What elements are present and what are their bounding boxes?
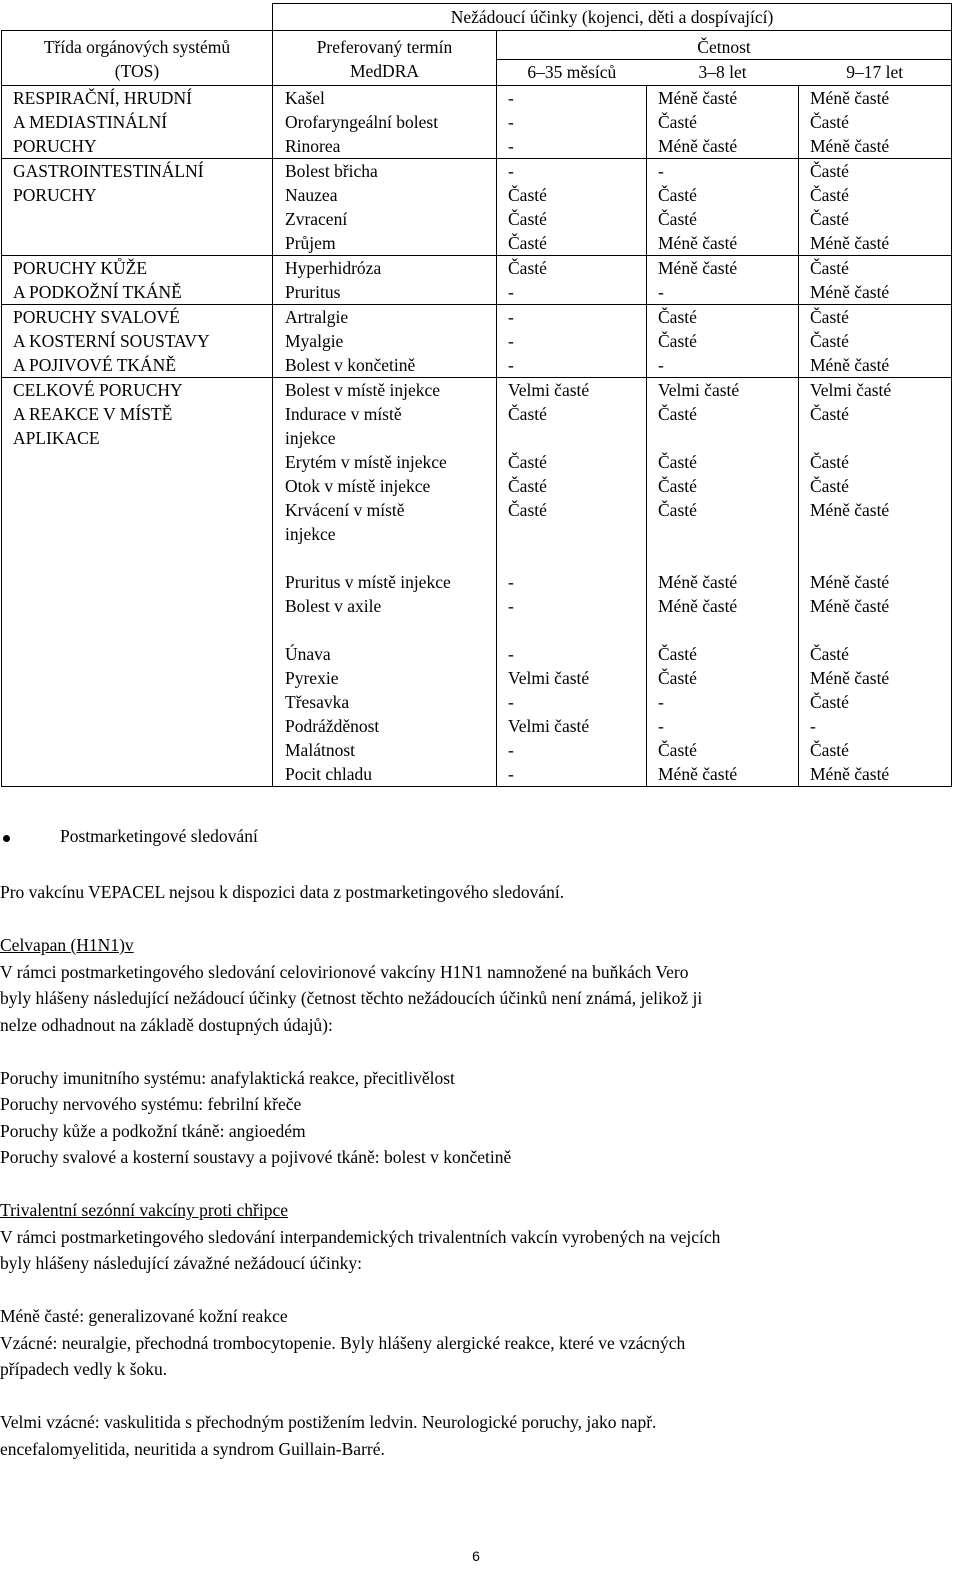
freq-3-8y-cell-line: Časté [658, 209, 697, 229]
trivalent-very-rare-line: encefalomyelitida, neuritida a syndrom Guillain-Barré. [0, 1438, 385, 1459]
freq-3-8y-cell-line: Méně časté [658, 596, 738, 616]
celvapan-list-item: Poruchy svalové a kosterní soustavy a pojivové tkáně: bolest v končetině [0, 1147, 512, 1167]
term-cell-line: Nauzea [285, 185, 338, 205]
celvapan-text-line: V rámci postmarketingového sledování celovirionové vakcíny H1N1 namnožené na buňkách Vero [0, 961, 689, 982]
table-row [2, 256, 952, 305]
term-cell [273, 256, 497, 305]
freq-9-17y-cell [799, 86, 952, 159]
term-cell-line: Artralgie [285, 307, 349, 327]
freq-6-35m-cell-line: Velmi časté [508, 668, 590, 688]
freq-6-35m-cell-line: - [508, 112, 514, 132]
freq-6-35m-cell [497, 86, 647, 159]
trivalent-rare-line: případech vedly k šoku. [0, 1359, 168, 1379]
freq-6-35m-cell-line: - [508, 282, 514, 302]
soc-cell-line: GASTROINTESTINÁLNÍ [13, 161, 204, 181]
term-cell-line [285, 546, 496, 570]
term-cell-line: Pyrexie [285, 668, 339, 688]
freq-9-17y-cell-line [810, 618, 951, 642]
term-cell-line: Pruritus [285, 282, 341, 302]
freq-6-35m-cell-line: - [508, 307, 514, 327]
soc-cell-line: PORUCHY KŮŽE [13, 258, 148, 278]
soc-cell-line: APLIKACE [13, 428, 100, 448]
freq-3-8y-cell-line: Časté [658, 404, 697, 424]
soc-cell-line: PORUCHY [13, 136, 97, 156]
freq-3-8y-cell [647, 256, 799, 305]
term-cell [273, 86, 497, 159]
freq-9-17y-cell-line: Méně časté [810, 136, 890, 156]
term-header [273, 31, 497, 86]
term-cell-line: injekce [285, 524, 336, 544]
age-group-3-8y: 3–8 let [698, 62, 747, 82]
postmarketing-heading: Postmarketingové sledování [60, 826, 258, 846]
freq-3-8y-cell-line: Časté [658, 476, 697, 496]
freq-9-17y-cell-line: Časté [810, 644, 849, 664]
term-cell [273, 305, 497, 378]
freq-9-17y-cell-line: Méně časté [810, 596, 890, 616]
freq-9-17y-cell-line: Časté [810, 209, 849, 229]
term-cell-line: Pruritus v místě injekce [285, 572, 451, 592]
age-group-9-17y: 9–17 let [846, 62, 904, 82]
freq-6-35m-cell-line: - [508, 136, 514, 156]
freq-3-8y-cell-line [658, 426, 798, 450]
freq-9-17y-cell-line: Méně časté [810, 88, 890, 108]
term-cell-line: Bolest břicha [285, 161, 378, 181]
freq-6-35m-cell-line: Velmi časté [508, 380, 590, 400]
freq-9-17y-cell [799, 256, 952, 305]
celvapan-text-line: byly hlášeny následující nežádoucí účinky (četnost těchto nežádoucích účinků není známá, jelikož ji [0, 988, 703, 1008]
term-cell-line: Otok v místě injekce [285, 476, 431, 496]
table-title: Nežádoucí účinky (kojenci, děti a dospívající) [273, 4, 952, 31]
freq-9-17y-cell-line: Časté [810, 161, 849, 181]
freq-3-8y-cell [647, 305, 799, 378]
freq-3-8y-cell-line: Časté [658, 668, 697, 688]
freq-6-35m-cell-line: - [508, 572, 514, 592]
freq-3-8y-cell-line: Časté [658, 644, 697, 664]
freq-9-17y-cell-line: - [810, 716, 816, 736]
celvapan-list-item: Poruchy nervového systému: febrilní křeče [0, 1094, 302, 1114]
freq-6-35m-cell [497, 256, 647, 305]
freq-3-8y-cell-line: Časté [658, 112, 697, 132]
freq-3-8y-cell [647, 86, 799, 159]
freq-3-8y-cell-line: Časté [658, 185, 697, 205]
term-cell-line: Indurace v místě [285, 404, 402, 424]
soc-cell-line: PORUCHY SVALOVÉ [13, 307, 180, 327]
table-row [2, 86, 952, 159]
freq-3-8y-cell-line [658, 522, 798, 546]
freq-3-8y-cell-line [658, 546, 798, 570]
term-cell-line: Pocit chladu [285, 764, 372, 784]
soc-header-line: (TOS) [114, 61, 160, 81]
trivalent-rare-line: Vzácné: neuralgie, přechodná trombocytopenie. Byly hlášeny alergické reakce, které ve vzácných [0, 1332, 686, 1353]
freq-3-8y-cell-line: Méně časté [658, 764, 738, 784]
table-body [2, 86, 952, 787]
freq-3-8y-cell-line: Méně časté [658, 258, 738, 278]
bullet-dot-icon [3, 835, 10, 842]
table-corner [2, 4, 273, 31]
freq-3-8y-cell-line: Časté [658, 307, 697, 327]
freq-6-35m-cell-line: Časté [508, 209, 547, 229]
freq-3-8y-cell [647, 378, 799, 787]
freq-9-17y-cell-line: Méně časté [810, 668, 890, 688]
freq-9-17y-cell-line: Časté [810, 452, 849, 472]
freq-6-35m-cell-line: Časté [508, 233, 547, 253]
freq-3-8y-cell-line: Časté [658, 740, 697, 760]
trivalent-text-line: byly hlášeny následující závažné nežádoucí účinky: [0, 1253, 363, 1273]
freq-3-8y-cell-line: - [658, 282, 664, 302]
freq-6-35m-cell-line: - [508, 355, 514, 375]
term-header-line: MedDRA [349, 61, 420, 81]
soc-cell-line: A MEDIASTINÁLNÍ [13, 112, 168, 132]
freq-6-35m-cell-line: Časté [508, 500, 547, 520]
term-cell [273, 378, 497, 787]
freq-9-17y-cell-line: Méně časté [810, 355, 890, 375]
celvapan-section [0, 932, 958, 1462]
freq-9-17y-cell-line: Méně časté [810, 500, 890, 520]
term-cell-line: Bolest v místě injekce [285, 380, 441, 400]
age-groups [497, 60, 951, 84]
freq-6-35m-cell-line: Velmi časté [508, 716, 590, 736]
trivalent-heading: Trivalentní sezónní vakcíny proti chřipce [0, 1200, 289, 1220]
soc-cell-line: A KOSTERNÍ SOUSTAVY [13, 331, 210, 351]
trivalent-text-line: V rámci postmarketingového sledování interpandemických trivalentních vakcín vyrobených na vejcích [0, 1226, 721, 1247]
freq-3-8y-cell-line: Velmi časté [658, 380, 740, 400]
soc-cell-line: A PODKOŽNÍ TKÁNĚ [13, 282, 182, 302]
freq-9-17y-cell-line: Velmi časté [810, 380, 892, 400]
page-number: 6 [472, 1548, 480, 1564]
term-cell-line [285, 618, 496, 642]
adverse-effects-table [1, 3, 952, 787]
term-cell-line: Bolest v axile [285, 596, 382, 616]
freq-9-17y-cell-line: Časté [810, 258, 849, 278]
frequency-header [497, 31, 952, 86]
freq-6-35m-cell [497, 378, 647, 787]
term-cell-line: Krvácení v místě [285, 500, 405, 520]
term-cell-line: Třesavka [285, 692, 350, 712]
term-cell-line: Malátnost [285, 740, 355, 760]
term-cell [273, 159, 497, 256]
soc-cell-line: CELKOVÉ PORUCHY [13, 380, 183, 400]
freq-3-8y-cell-line: Méně časté [658, 88, 738, 108]
soc-cell [2, 256, 273, 305]
soc-cell-line: RESPIRAČNÍ, HRUDNÍ [13, 88, 192, 108]
freq-6-35m-cell-line: - [508, 88, 514, 108]
freq-3-8y-cell-line: - [658, 692, 664, 712]
freq-9-17y-cell-line [810, 546, 951, 570]
celvapan-list-item: Poruchy imunitního systému: anafylaktická reakce, přecitlivělost [0, 1067, 455, 1088]
soc-header-line: Třída orgánových systémů [43, 37, 231, 57]
soc-cell-line: A POJIVOVÉ TKÁNĚ [13, 355, 177, 375]
soc-cell [2, 159, 273, 256]
term-cell-line: Orofaryngeální bolest [285, 112, 439, 132]
freq-3-8y-cell-line: Časté [658, 452, 697, 472]
freq-9-17y-cell-line: Méně časté [810, 764, 890, 784]
freq-6-35m-cell-line: - [508, 764, 514, 784]
freq-6-35m-cell-line [508, 546, 646, 570]
soc-cell [2, 86, 273, 159]
freq-6-35m-cell [497, 159, 647, 256]
freq-9-17y-cell-line: Časté [810, 185, 849, 205]
celvapan-list-item: Poruchy kůže a podkožní tkáně: angioedém [0, 1120, 306, 1141]
freq-6-35m-cell-line: Časté [508, 452, 547, 472]
soc-cell [2, 305, 273, 378]
frequency-label: Četnost [497, 31, 951, 60]
freq-9-17y-cell-line: Časté [810, 740, 849, 760]
freq-3-8y-cell-line [658, 618, 798, 642]
trivalent-very-rare-line: Velmi vzácné: vaskulitida s přechodným postižením ledvin. Neurologické poruchy, jako např. [0, 1412, 657, 1432]
freq-9-17y-cell-line: Časté [810, 404, 849, 424]
freq-6-35m-cell-line: - [508, 161, 514, 181]
table-row [2, 159, 952, 256]
freq-6-35m-cell [497, 305, 647, 378]
freq-3-8y-cell-line: Méně časté [658, 233, 738, 253]
freq-9-17y-cell-line: Časté [810, 476, 849, 496]
term-cell-line: Rinorea [285, 136, 341, 156]
freq-3-8y-cell-line: Časté [658, 500, 697, 520]
freq-6-35m-cell-line: - [508, 740, 514, 760]
vepacel-paragraph: Pro vakcínu VEPACEL nejsou k dispozici data z postmarketingového sledování. [0, 882, 565, 902]
term-cell-line: Kašel [285, 88, 325, 108]
freq-3-8y-cell [647, 159, 799, 256]
celvapan-heading: Celvapan (H1N1)v [0, 935, 134, 955]
freq-6-35m-cell-line [508, 522, 646, 546]
table-row [2, 378, 952, 787]
freq-6-35m-cell-line: Časté [508, 185, 547, 205]
freq-3-8y-cell-line: - [658, 716, 664, 736]
freq-9-17y-cell-line: Méně časté [810, 282, 890, 302]
freq-9-17y-cell [799, 159, 952, 256]
freq-6-35m-cell-line: Časté [508, 476, 547, 496]
freq-9-17y-cell-line: Méně časté [810, 233, 890, 253]
term-header-line: Preferovaný termín [316, 37, 453, 57]
freq-3-8y-cell-line: - [658, 355, 664, 375]
freq-3-8y-cell-line: - [658, 161, 664, 181]
freq-6-35m-cell-line: - [508, 331, 514, 351]
term-cell-line: Myalgie [285, 331, 344, 351]
freq-6-35m-cell-line: - [508, 644, 514, 664]
freq-9-17y-cell-line: Časté [810, 331, 849, 351]
freq-9-17y-cell-line: Časté [810, 692, 849, 712]
term-cell-line: Zvracení [285, 209, 348, 229]
soc-cell-line: PORUCHY [13, 185, 97, 205]
soc-cell-line: A REAKCE V MÍSTĚ [13, 404, 173, 424]
term-cell-line: Hyperhidróza [285, 258, 382, 278]
freq-3-8y-cell-line: Méně časté [658, 572, 738, 592]
term-cell-line: Únava [285, 644, 331, 664]
freq-3-8y-cell-line: Méně časté [658, 136, 738, 156]
term-cell-line: Podrážděnost [285, 716, 380, 736]
freq-9-17y-cell-line: Méně časté [810, 572, 890, 592]
term-cell-line: injekce [285, 428, 336, 448]
term-cell-line: Bolest v končetině [285, 355, 416, 375]
freq-6-35m-cell-line: Časté [508, 258, 547, 278]
term-cell-line: Průjem [285, 233, 336, 253]
freq-3-8y-cell-line: Časté [658, 331, 697, 351]
celvapan-text-line: nelze odhadnout na základě dostupných údajů): [0, 1014, 333, 1035]
age-group-6-35m: 6–35 měsíců [527, 62, 617, 82]
trivalent-uncommon: Méně časté: generalizované kožní reakce [0, 1306, 288, 1326]
soc-header [2, 31, 273, 86]
freq-9-17y-cell-line [810, 522, 951, 546]
freq-9-17y-cell-line [810, 426, 951, 450]
freq-6-35m-cell-line: - [508, 596, 514, 616]
freq-9-17y-cell [799, 378, 952, 787]
term-cell-line: Erytém v místě injekce [285, 452, 447, 472]
freq-9-17y-cell [799, 305, 952, 378]
freq-6-35m-cell-line [508, 426, 646, 450]
freq-9-17y-cell-line: Časté [810, 112, 849, 132]
freq-6-35m-cell-line: - [508, 692, 514, 712]
freq-6-35m-cell-line: Časté [508, 404, 547, 424]
soc-cell [2, 378, 273, 787]
freq-6-35m-cell-line [508, 618, 646, 642]
freq-9-17y-cell-line: Časté [810, 307, 849, 327]
table-row [2, 305, 952, 378]
